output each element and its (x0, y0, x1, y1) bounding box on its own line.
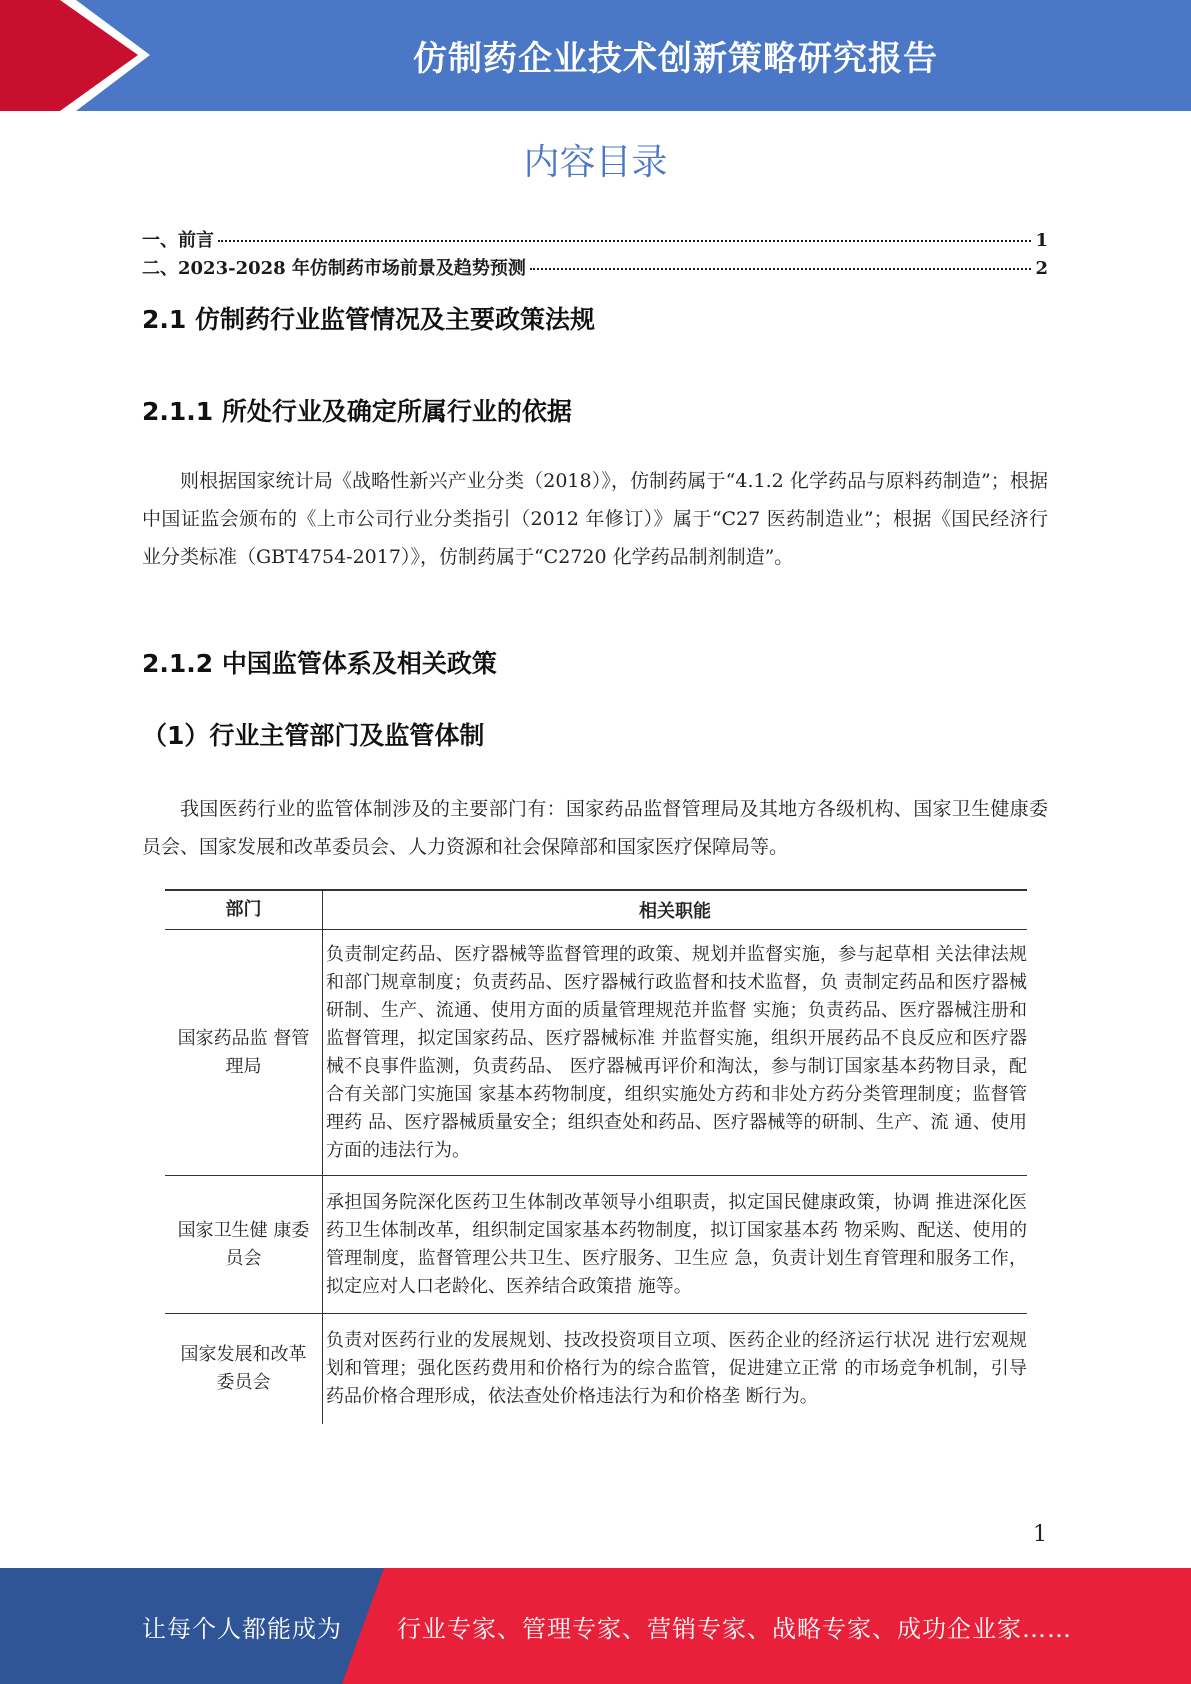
paragraph-regulatory-departments: 我国医药行业的监管体制涉及的主要部门有：国家药品监督管理局及其地方各级机构、国家卫生健康委员会、国家发展和改革委员会、人力资源和社会保障部和国家医疗保障局等。 (142, 798, 1048, 858)
section-heading-2-1-2: 2.1.2 中国监管体系及相关政策 (142, 649, 497, 678)
column-header-duties: 相关职能 (323, 890, 1028, 930)
toc-entry-label: 一、前言 (142, 230, 214, 251)
toc-entry-market-forecast[interactable] (142, 254, 1048, 282)
department-cell: 国家卫生健 康委员会 (165, 1176, 323, 1314)
footer-banner (0, 1568, 1191, 1684)
duty-cell: 承担国务院深化医药卫生体制改革领导小组职责，拟定国民健康政策，协调 推进深化医药卫生体制改革，组织制定国家基本药物制度，拟订国家基本药 物采购、配送、使用的管理制度，监督管理公共卫生、医疗服务、卫生应 急，负责计划生育管理和服务工作，拟定应对人口老龄化、医养结合政策措 施等。 (323, 1176, 1028, 1314)
regulator-duties-table (165, 889, 1027, 1424)
duty-cell: 负责对医药行业的发展规划、技改投资项目立项、医药企业的经济运行状况 进行宏观规划和管理；强化医药费用和价格行为的综合监管，促进建立正常 的市场竞争机制，引导药品价格合理形成，依法查处价格违法行为和价格垄 断行为。 (326, 1330, 1027, 1407)
paragraph-industry-classification: 则根据国家统计局《战略性新兴产业分类（2018）》，仿制药属于“4.1.2 化学药品与原料药制造”；根据中国证监会颁布的《上市公司行业分类指引（2012 年修订）》属于“C27 医药制造业”；根据《国民经济行业分类标准（GBT4754-2017）》，仿制药属于“C2720 化学药品制剂制造”。 (142, 470, 1048, 568)
toc-dot-leader (218, 240, 1031, 242)
red-arrow-logo-icon (0, 0, 160, 111)
toc-entry-page: 2 (1035, 258, 1048, 279)
table-row (165, 1314, 1027, 1425)
toc-entry-label: 二、2023-2028 年仿制药市场前景及趋势预测 (142, 258, 526, 279)
department-cell: 国家药品监 督管理局 (165, 930, 323, 1176)
toc-heading: 内容目录 (523, 142, 668, 183)
footer-slogan-left: 让每个人都能成为 (142, 1614, 342, 1643)
toc-entry-preface[interactable] (142, 226, 1048, 254)
subsection-heading-regulators: （1）行业主管部门及监管体制 (142, 721, 485, 750)
table-row (165, 930, 1027, 1176)
table-header-row (165, 890, 1027, 930)
duty-cell: 负责制定药品、医疗器械等监督管理的政策、规划并监督实施，参与起草相 关法律法规和部门规章制度；负责药品、医疗器械行政监督和技术监督，负 责制定药品和医疗器械研制、生产、流通、使用方面的质量管理规范并监督 实施；负责药品、医疗器械注册和监督管理，拟定国家药品、医疗器械标准 并监督实施，组织开展药品不良反应和医疗器械不良事件监测，负责药品、 医疗器械再评价和淘汰，参与制订国家基本药物目录，配合有关部门实施国 家基本药物制度，组织实施处方药和非处方药分类管理制度；监督管理药 品、医疗器械质量安全；组织查处和药品、医疗器械等的研制、生产、流 通、使用方面的违法行为。 (323, 930, 1028, 1176)
report-title: 仿制药企业技术创新策略研究报告 (413, 39, 938, 79)
column-header-department: 部门 (165, 890, 323, 930)
footer-slogan-right: 行业专家、管理专家、营销专家、战略专家、成功企业家…… (397, 1614, 1072, 1643)
department-cell: 国家发展和改革委员会 (165, 1314, 323, 1425)
report-header-band (0, 0, 1191, 111)
toc-entry-page: 1 (1035, 230, 1048, 251)
section-heading-2-1: 2.1 仿制药行业监管情况及主要政策法规 (142, 305, 595, 334)
toc-dot-leader (530, 268, 1032, 270)
table-of-contents (142, 226, 1048, 282)
section-heading-2-1-1: 2.1.1 所处行业及确定所属行业的依据 (142, 397, 572, 426)
page-number: 1 (1033, 1522, 1047, 1547)
table-row (165, 1176, 1027, 1314)
